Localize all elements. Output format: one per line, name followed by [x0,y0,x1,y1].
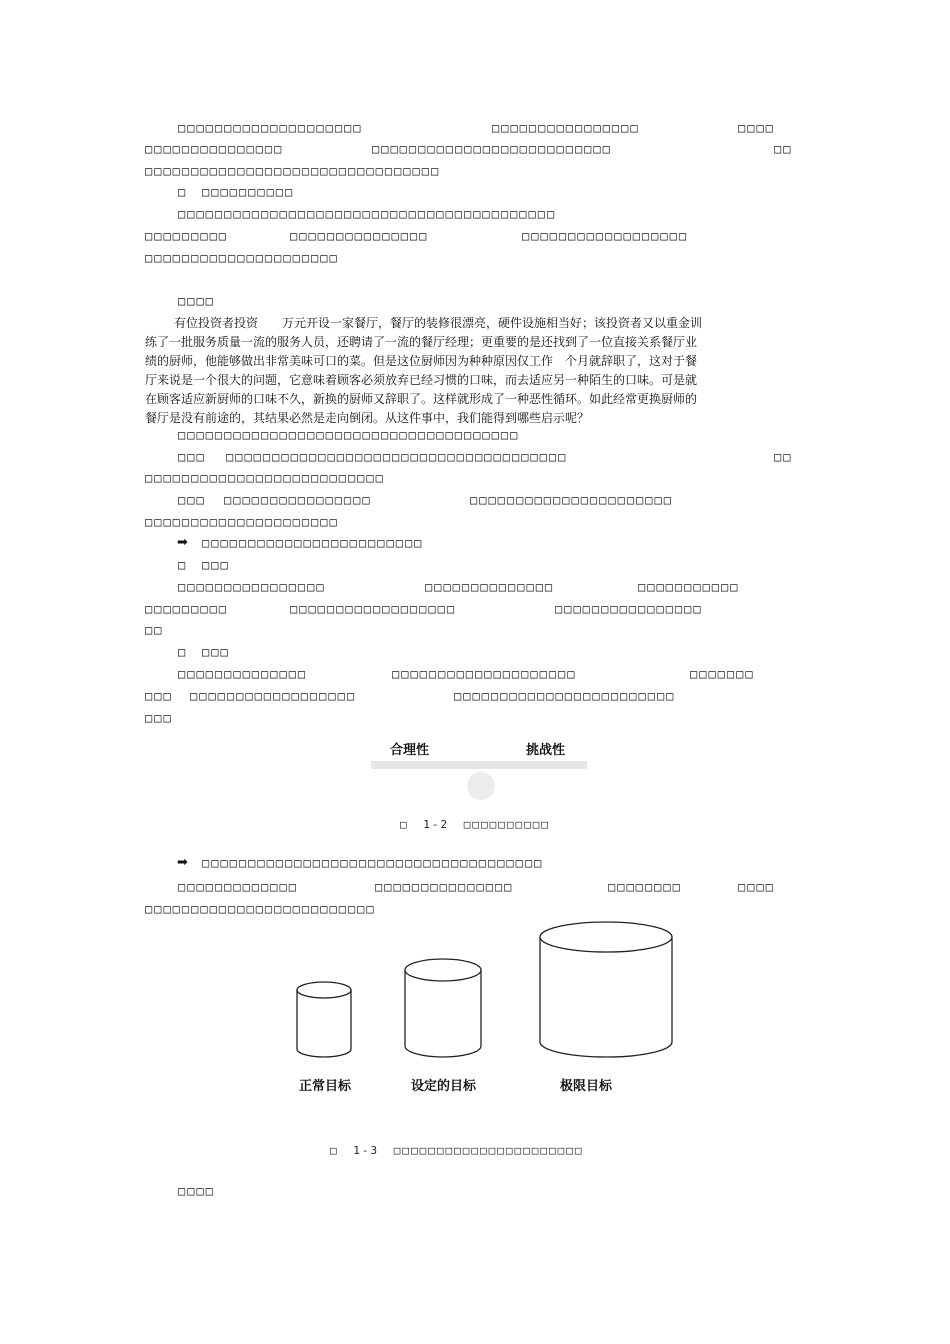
case-line-4: 厅来说是一个很大的问题，它意味着顾客必须放弃已经习惯的口味，而去适应另一种陌生的口味。可是就 [145,373,698,387]
para3-line5: □□□□□□□□□□□□□□□□□□□□□ [145,515,339,529]
para3-line4-seg3: □□□□□□□□□□□□□□□□□□□□□□ [470,493,673,507]
para1-line2-seg3: □□ [774,142,793,156]
subsection2-title: □□□ [202,645,230,659]
para4-line1-seg2: □□□□□□□□□□□□□□ [425,580,555,594]
para6-line1-seg3: □□□□□□□□ [608,880,682,894]
arrow-bullet-icon: ➡ [177,855,188,870]
para3-line1: □□□□□□□□□□□□□□□□□□□□□□□□□□□□□□□□□□□□□ [178,428,520,442]
figure2-caption-number: 1-3 [353,1144,380,1157]
para6-line1-seg2: □□□□□□□□□□□□□□□ [375,880,514,894]
para1-line2-seg1: □□□□□□□□□□□□□□□ [145,142,284,156]
para5-line2-seg1: □□□ [145,689,173,703]
para5-line1-seg1: □□□□□□□□□□□□□□ [178,667,308,681]
cylinder-label-set: 设定的目标 [411,1079,477,1094]
figure2-caption-text: □□□□□□□□□□□□□□□□□□□□□□ [393,1144,584,1157]
case-line-5: 在顾客适应新厨师的口味不久，新换的厨师又辞职了。这样就形成了一种恶性循环。如此经常更换厨师的 [145,392,698,406]
para2-line2-seg1: □□□□□□□□□ [145,229,229,243]
para6-line1-seg4: □□□□ [738,880,775,894]
para5-line2-seg3: □□□□□□□□□□□□□□□□□□□□□□□□ [454,689,676,703]
case-line-1: 有位投资者投资 万元开设一家餐厅，餐厅的装修很漂亮，硬件设施相当好；该投资者又以重金训 [174,316,703,330]
section-number: □ [178,185,188,199]
arrow-bullet-icon: ➡ [177,535,188,550]
para1-line3: □□□□□□□□□□□□□□□□□□□□□□□□□□□□□□□□ [145,164,441,178]
para4-line2-seg3: □□□□□□□□□□□□□□□□ [555,602,703,616]
subsection2-number: □ [178,645,188,659]
cylinder-label-limit: 极限目标 [560,1079,613,1094]
case-line-6: 餐厅是没有前途的，其结果必然是走向倒闭。从这件事中，我们能得到哪些启示呢？ [145,411,590,425]
para4-line2-seg2: □□□□□□□□□□□□□□□□□□ [290,602,457,616]
cylinders-diagram [280,918,680,1068]
figure2-caption-prefix: □ [330,1144,339,1157]
para4-line1-seg3: □□□□□□□□□□□ [638,580,740,594]
para4-line2-seg1: □□□□□□□□□ [145,602,229,616]
para4-line1-seg1: □□□□□□□□□□□□□□□□ [178,580,326,594]
case-line-2: 练了一批服务质量一流的服务人员，还聘请了一流的餐厅经理；更重要的是还找到了一位直接关系餐厅业 [145,335,698,349]
subsection1-number: □ [178,558,188,572]
para1-line1-seg2: □□□□□□□□□□□□□□□□ [492,121,640,135]
case-label-2: □□□□ [178,1184,215,1198]
figure1-caption [400,818,550,831]
case-line-3: 绩的厨师，他能够做出非常美味可口的菜。但是这位厨师因为种种原因仅工作 个月就辞职了，这对于餐 [145,354,698,368]
para3-line2-seg2: □□□□□□□□□□□□□□□□□□□□□□□□□□□□□□□□□□□□□ [226,450,568,464]
subsection1-title: □□□ [202,558,230,572]
para2-line2-seg3: □□□□□□□□□□□□□□□□□□ [522,229,689,243]
para3-line2-seg1: □□□ [178,450,206,464]
case-label: □□□□ [178,294,215,308]
para5-line3: □□□ [145,711,173,725]
cylinder-set [405,959,481,1057]
para2-line2-seg2: □□□□□□□□□□□□□□□ [290,229,429,243]
figure2-caption [330,1144,583,1157]
balance-beam [371,761,587,769]
para3-line4-seg1: □□□ [178,493,206,507]
arrow-heading-2: □□□□□□□□□□□□□□□□□□□□□□□□□□□□□□□□□□□□□ [202,856,544,870]
para3-line3: □□□□□□□□□□□□□□□□□□□□□□□□□□ [145,471,385,485]
cylinder-normal [297,982,351,1057]
para2-line3: □□□□□□□□□□□□□□□□□□□□□ [145,251,339,265]
figure-label-challenge: 挑战性 [526,743,566,758]
cylinder-label-normal: 正常目标 [299,1079,352,1094]
para3-line4-seg2: □□□□□□□□□□□□□□□□ [224,493,372,507]
para1-line1-seg3: □□□□ [738,121,775,135]
para2-line1: □□□□□□□□□□□□□□□□□□□□□□□□□□□□□□□□□□□□□□□□□ [178,207,557,221]
para6-line2: □□□□□□□□□□□□□□□□□□□□□□□□□ [145,902,376,916]
cylinder-limit [540,922,672,1057]
figure1-caption-text: □□□□□□□□□□ [463,818,550,831]
case-study-text [145,314,807,428]
para3-line2-seg3: □□ [774,450,793,464]
para5-line1-seg3: □□□□□□□ [690,667,755,681]
section-heading: □□□□□□□□□□ [202,185,295,199]
balance-diagram [368,758,590,804]
para1-line2-seg2: □□□□□□□□□□□□□□□□□□□□□□□□□□ [372,142,612,156]
para6-line1-seg1: □□□□□□□□□□□□□ [178,880,298,894]
figure-label-rationality: 合理性 [390,743,430,758]
arrow-heading-1: □□□□□□□□□□□□□□□□□□□□□□□□ [202,536,424,550]
figure1-caption-prefix: □ [400,818,409,831]
para5-line1-seg2: □□□□□□□□□□□□□□□□□□□□ [392,667,577,681]
para1-line1-seg1: □□□□□□□□□□□□□□□□□□□□ [178,121,363,135]
figure1-caption-number: 1-2 [423,818,450,831]
balance-fulcrum [467,772,495,800]
para4-line3: □□ [145,623,164,637]
para5-line2-seg2: □□□□□□□□□□□□□□□□□□ [190,689,357,703]
